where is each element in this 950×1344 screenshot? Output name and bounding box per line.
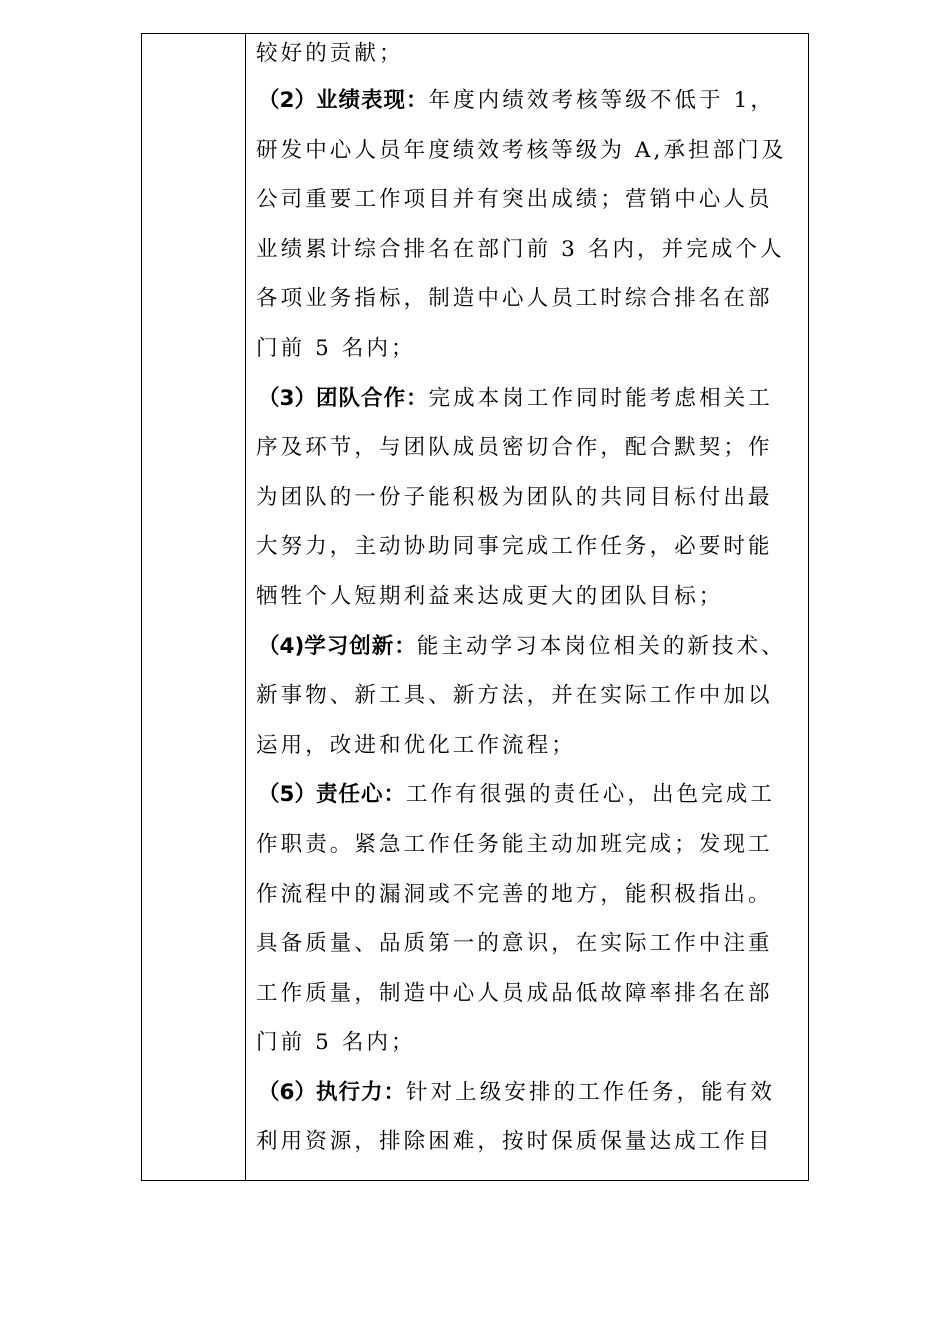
text-line <box>256 969 802 1019</box>
item-number: （5） <box>258 782 316 808</box>
line-text: 作职责。紧急工作任务能主动加班完成；发现工 <box>256 831 773 857</box>
text-line <box>256 423 802 473</box>
item-number: （2） <box>258 88 316 113</box>
text-line <box>256 225 802 275</box>
item-number: （4) <box>258 633 305 659</box>
text-line <box>256 1018 802 1068</box>
item-number: （6） <box>258 1079 316 1105</box>
line-text: 利用资源，排除困难，按时保质保量达成工作目 <box>256 1129 773 1155</box>
text-line <box>256 572 802 622</box>
text-line <box>256 34 802 76</box>
line-text: 工作质量，制造中心人员成品低故障率排名在部 <box>256 980 773 1006</box>
item-title: 团队合作： <box>315 385 429 411</box>
line-text: 作流程中的漏洞或不完善的地方，能积极指出。 <box>256 881 773 907</box>
text-line <box>256 324 802 374</box>
item-heading-line <box>256 76 802 126</box>
line-text: 运用，改进和优化工作流程； <box>256 732 576 758</box>
item-title: 执行力： <box>315 1079 406 1105</box>
line-text: 具备质量、品质第一的意识，在实际工作中注重 <box>256 931 773 957</box>
line-text: 针对上级安排的工作任务，能有效 <box>405 1079 775 1105</box>
item-heading-line <box>256 622 802 672</box>
table-left-cell <box>142 34 246 1180</box>
item-heading-line <box>256 1068 802 1118</box>
text-line <box>256 126 802 176</box>
line-text: 门前 5 名内； <box>256 1030 416 1056</box>
line-text: 公司重要工作项目并有突出成绩；营销中心人员 <box>256 187 773 213</box>
text-line <box>256 721 802 771</box>
line-text: 工作有很强的责任心，出色完成工 <box>405 782 775 808</box>
line-text: 业绩累计综合排名在部门前 3 名内，并完成个人 <box>256 236 785 262</box>
text-line <box>256 870 802 920</box>
item-title: 责任心： <box>315 782 406 808</box>
line-text: 能主动学习本岗位相关的新技术、 <box>416 633 786 659</box>
text-line <box>256 522 802 572</box>
criteria-table <box>141 33 809 1181</box>
line-text: 完成本岗工作同时能考虑相关工 <box>428 385 773 411</box>
line-text: 为团队的一份子能积极为团队的共同目标付出最 <box>256 484 773 510</box>
line-text: 年度内绩效考核等级不低于 1， <box>428 88 775 113</box>
item-heading-line <box>256 374 802 424</box>
line-text: 门前 5 名内； <box>256 335 416 361</box>
item-heading-line <box>256 770 802 820</box>
text-line <box>256 473 802 523</box>
line-text: 大努力，主动协助同事完成工作任务，必要时能 <box>256 534 773 560</box>
line-text: 各项业务指标，制造中心人员工时综合排名在部 <box>256 286 773 312</box>
text-line <box>256 274 802 324</box>
text-line <box>256 175 802 225</box>
line-text: 研发中心人员年度绩效考核等级为 A,承担部门及 <box>256 137 787 163</box>
line-text: 新事物、新工具、新方法，并在实际工作中加以 <box>256 683 773 709</box>
line-text: 序及环节，与团队成员密切合作，配合默契；作 <box>256 435 773 461</box>
text-line <box>256 820 802 870</box>
text-line <box>256 671 802 721</box>
text-line <box>256 919 802 969</box>
item-title: 学习创新： <box>304 633 417 659</box>
item-number: （3） <box>258 385 316 411</box>
table-right-cell <box>246 34 808 1180</box>
line-text: 牺牲个人短期利益来达成更大的团队目标； <box>256 583 724 609</box>
text-line <box>256 1117 802 1167</box>
line-text: 较好的贡献； <box>256 41 404 66</box>
item-title: 业绩表现： <box>315 88 429 113</box>
